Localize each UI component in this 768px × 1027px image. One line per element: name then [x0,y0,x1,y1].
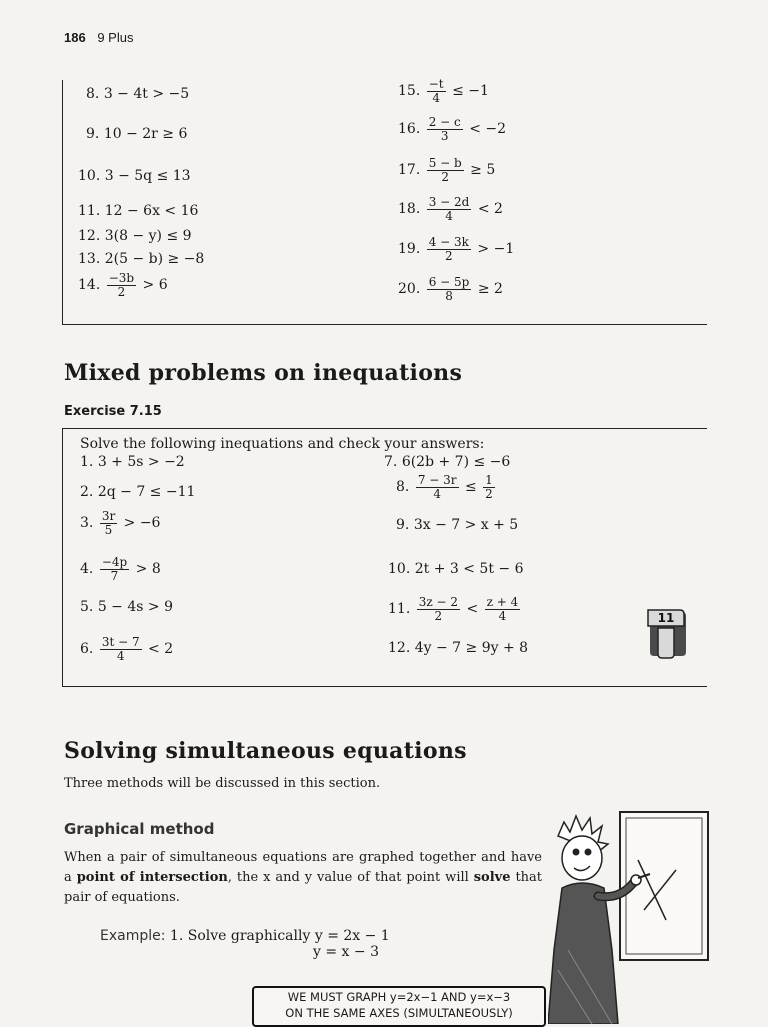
exercise-item: 8. 3 − 4t > −5 [86,86,190,102]
page-number: 186 [64,30,86,45]
exercise-item: 3. $\frac{3r}{5}$ > −6 [80,509,161,537]
exercise-item: 4. $\frac{-4p}{7}$ > 8 [80,555,161,583]
exercise-item: 7. 6(2b + 7) ≤ −6 [384,454,511,470]
exercise-item: 12. 3(8 − y) ≤ 9 [78,228,192,244]
section-intro: Three methods will be discussed in this section. [64,776,381,791]
exercise-item: 5. 5 − 4s > 9 [80,599,173,615]
example: Example: 1. Solve graphically y = 2x − 1 [100,928,390,944]
speech-box: WE MUST GRAPH y=2x−1 AND y=x−3 ON THE SAME AXES (SIMULTANEOUSLY) [252,986,546,1027]
exercise-item: 14. $\frac{-3b}{2}$ > 6 [78,271,168,299]
exercise-item: 10. 3 − 5q ≤ 13 [78,168,191,184]
exercise-item: 18. $\frac{3 - 2d}{4}$ < 2 [398,195,503,223]
exercise-item: 16. $\frac{2 - c}{3}$ < −2 [398,115,507,143]
exercise-item: 2. 2q − 7 ≤ −11 [80,484,196,500]
chapter-number: 11 [657,611,675,625]
exercise-item: 15. $\frac{-t}{4}$ ≤ −1 [398,77,489,105]
exercise-instruction: Solve the following inequations and check your answers: [80,436,485,452]
chapter-tab [646,608,688,660]
book-title: 9 Plus [97,30,134,45]
exercise-item: 19. $\frac{4 - 3k}{2}$ > −1 [398,235,515,263]
exercise-item: 11. 12 − 6x < 16 [78,203,199,219]
exercise-item: 12. 4y − 7 ≥ 9y + 8 [388,640,529,656]
exercise-item: 1. 3 + 5s > −2 [80,454,185,470]
exercise-item: 13. 2(5 − b) ≥ −8 [78,251,205,267]
section-title: Mixed problems on inequations [64,360,463,386]
exercise-item: 6. $\frac{3t - 7}{4}$ < 2 [80,635,174,663]
subsection-title: Graphical method [64,820,215,838]
exercise-label: Exercise 7.15 [64,404,162,419]
cartoon-teacher-illustration [548,800,716,1024]
exercise-item: 10. 2t + 3 < 5t − 6 [388,561,524,577]
exercise-item: 9. 10 − 2r ≥ 6 [86,126,188,142]
exercise-item: 9. 3x − 7 > x + 5 [396,517,519,533]
example-line-2: y = x − 3 [313,944,379,960]
exercise-item: 20. $\frac{6 - 5p}{8}$ ≥ 2 [398,275,503,303]
section-title: Solving simultaneous equations [64,738,467,764]
page-header [64,30,133,45]
method-paragraph: When a pair of simultaneous equations are graphed together and have a point of intersection, the x and y value of that point will solve that pair of equations. [64,850,543,905]
exercise-item: 17. $\frac{5 - b}{2}$ ≥ 5 [398,156,496,184]
exercise-item: 11. $\frac{3z - 2}{2}$ < $\frac{z + 4}{4}$ [388,595,519,623]
exercise-item: 8. $\frac{7 - 3r}{4}$ ≤ $\frac{1}{2}$ [396,473,493,501]
